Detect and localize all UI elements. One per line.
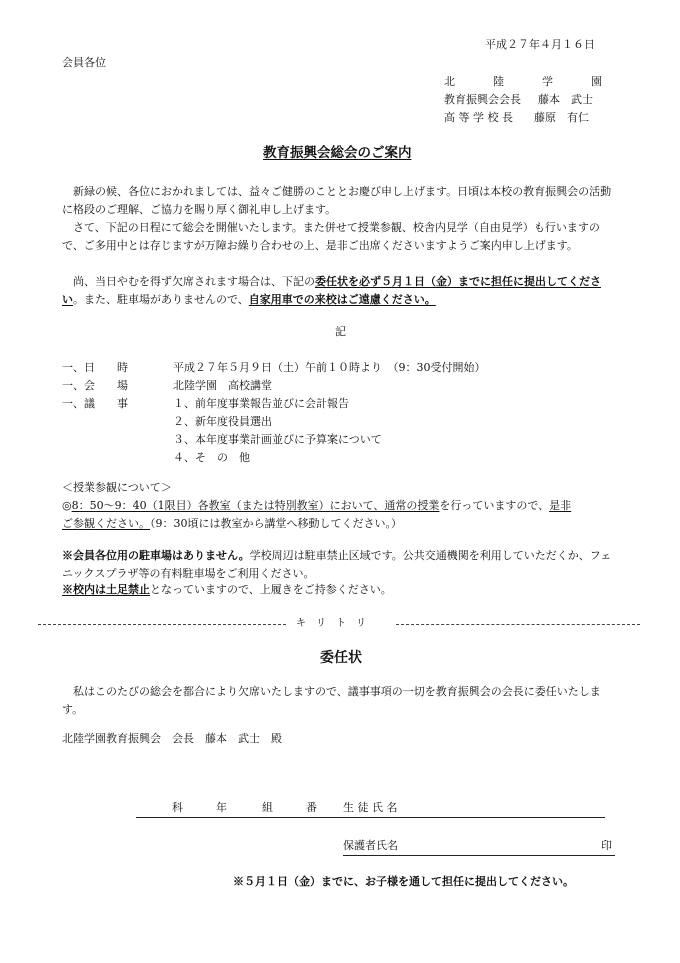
cut-line-right [396,624,640,625]
item-label-agenda: 一、議 事 [62,397,128,410]
sender-chairman [444,94,593,105]
item-label-datetime: 一、日 時 [62,361,128,374]
shoes-note-text: となっていますので、上履きをご持参ください。 [150,583,392,596]
agenda-item: ２、新年度役員選出 [173,415,272,428]
observation-text: を行っていますので、 [439,499,550,512]
sender-principal-title: 高 等 学 校 長 [444,111,513,124]
field-grade-label: 年 [216,801,227,814]
shoes-note-heading: ※校内は土足禁止 [62,583,150,596]
sender-org-char: 北 [444,75,455,88]
student-name-line[interactable] [136,817,605,818]
sender-chairman-name: 藤本 武士 [538,93,593,106]
cut-label: キ リ ト リ [296,618,366,629]
guardian-name-line[interactable] [343,855,615,856]
observation-request-cont: ご参観ください。 [62,517,150,530]
item-value-venue: 北陸学園 高校講堂 [173,379,272,392]
seal-mark: 印 [601,839,612,852]
invitation-paragraph: さて、下記の日程にて総会を開催いたします。また併せて授業参観、校舎内見学（自由見学）も行いますので、ご多用中とは存じますが万障お繰り合わせの上、是非ご出席くださいますようご案内申し上げます。 [62,221,600,252]
agenda-item: １、前年度事業報告並びに会計報告 [173,397,349,410]
parking-intro: 。また、駐車場がありませんので、 [73,293,249,306]
observation-line-1 [62,500,571,511]
guardian-name-label: 保護者氏名 [343,839,398,852]
observation-heading: ＜授業参観について＞ [62,481,172,494]
parking-note [62,547,620,583]
student-name-label: 生 徒 氏 名 [343,801,398,814]
issue-date: 平成２７年４月１６日 [485,38,595,51]
parking-note-text: 学校周辺は駐車禁止区域です。公共交通機関を利用していただくか、フェニックスプラザ等の有料駐車場をご利用ください。 [62,549,612,580]
agenda-item: ４、そ の 他 [173,451,250,464]
proxy-deadline: ※５月１日（金）までに、お子様を通して担任に提出してください。 [233,875,574,888]
proxy-addressee: 北陸学園教育振興会 会長 藤本 武士 殿 [62,732,282,745]
proxy-title: 委任状 [320,650,362,666]
observation-request: 是非 [549,499,572,512]
field-number-label: 番 [306,801,317,814]
notice-title: 教育振興会総会のご案内 [263,145,412,161]
proxy-text: 私はこのたびの総会を都合により欠席いたしますので、議事事項の一切を教育振興会の会長に委任いたします。 [62,685,601,716]
sender-principal-name: 藤原 有仁 [534,111,589,124]
absence-text: 尚、当日やむを得ず欠席されます場合は、下記の [73,275,315,288]
item-value-datetime: 平成２７年５月９日（土）午前１０時より （9：30受付開始） [173,361,486,374]
field-group-label: 組 [262,801,273,814]
item-label-venue: 一、会 場 [62,379,128,392]
observation-line-2 [62,518,402,529]
proxy-deadline-notice: 委任状を必ず５月１日（金）までに担任に提出してください [62,275,601,306]
sender-org-char: 陸 [493,75,504,88]
field-class-label: 科 [172,801,183,814]
parking-note-heading: ※会員各位用の駐車場はありません。 [62,549,250,562]
sender-org-char: 園 [591,75,602,88]
observation-schedule: 8：50～9：40（1限目）各教室（または特別教室）において、通常の授業 [71,499,440,512]
recipient: 会員各位 [62,56,106,69]
sender-org-char: 学 [542,75,553,88]
sender-chairman-title: 教育振興会会長 [444,93,521,106]
ki-heading: 記 [335,325,346,338]
no-car-notice: 自家用車での来校はご遠慮ください。 [248,293,436,306]
absence-paragraph [62,273,620,309]
greeting-paragraph: 新緑の候、各位におかれましては、益々ご健勝のこととお慶び申し上げます。日頃は本校の教育振興会の活動に格段のご理解、ご協力を賜り厚く御礼申し上げます。 [62,185,612,216]
shoes-note [62,584,392,595]
sender-principal [444,112,589,123]
cut-line-left [38,624,286,625]
agenda-item: ３、本年度事業計画並びに予算案について [173,433,382,446]
sender-organization [444,76,602,87]
observation-move-note: （9：30頃には教室から講堂へ移動してください。） [150,517,402,530]
observation-mark: ◎ [62,499,72,512]
